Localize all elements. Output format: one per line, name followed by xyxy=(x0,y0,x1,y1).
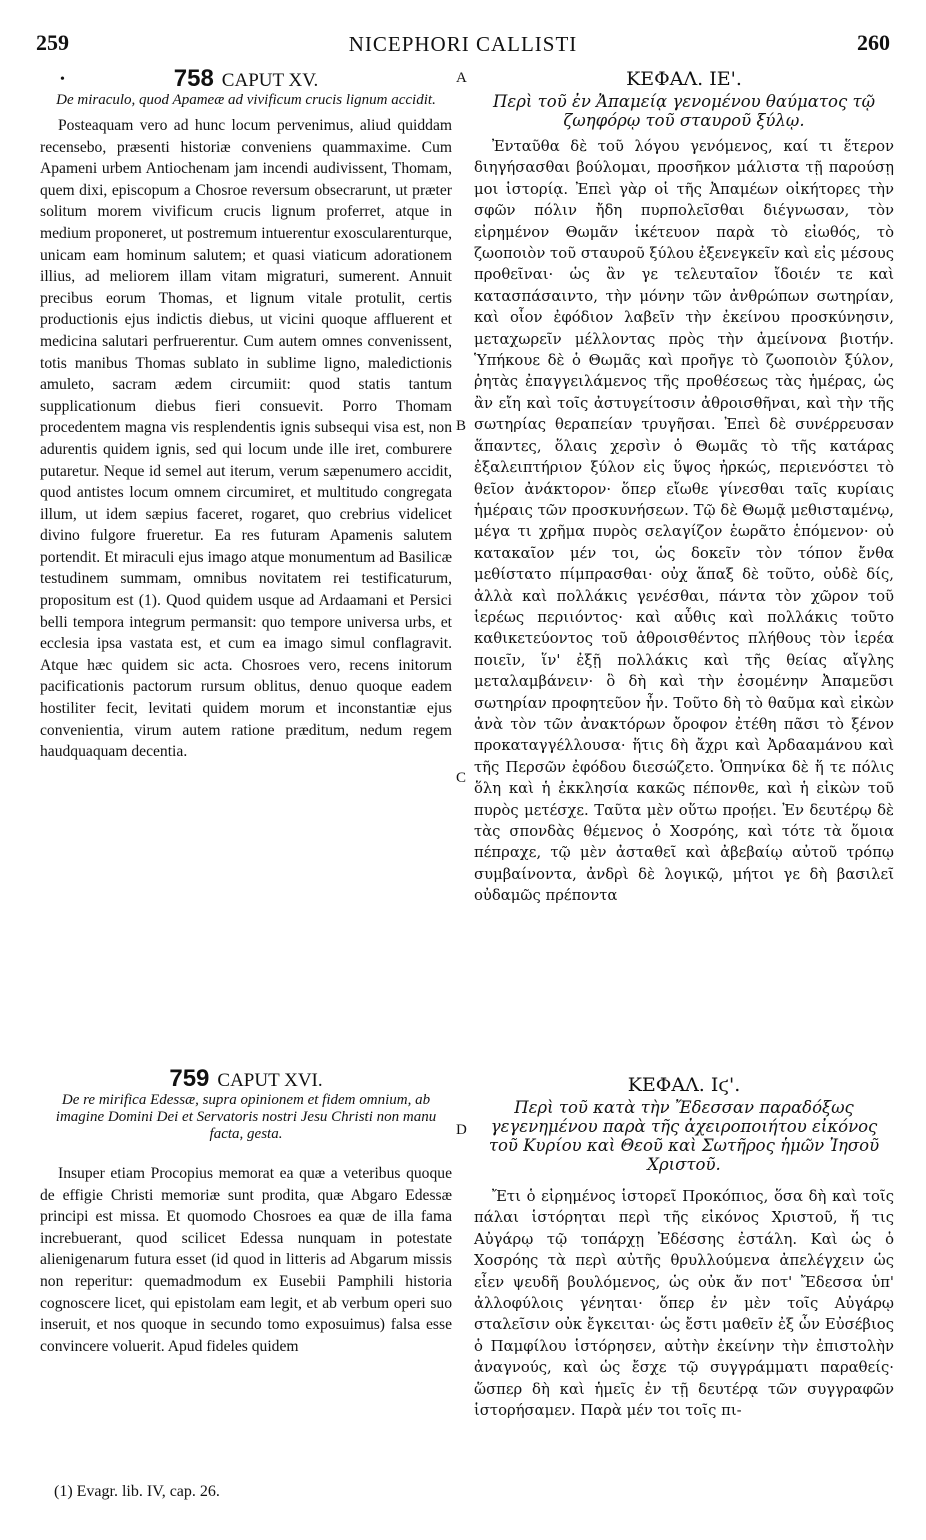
kephalaion-body-text: Ἐνταῦθα δὲ τοῦ λόγου γενόμενος, καί τι ἕτερον διηγήσασθαι βούλομαι, προσῆκον μάλιστα τῇ παρούσῃ μοι ἱστορίᾳ. Ἐπεὶ γὰρ οἱ τῆς Ἀπαμέων οἰκήτορες τὴν σφῶν πόλιν ἤδη πυρπολεῖσθαι διέγνωσαν, τὸν εἰρημένον Θωμᾶν ἱκέτευον παρὰ τὸ εἰωθός, τὸ ζωοποιὸν τοῦ σταυροῦ ξύλου ἐξενεγκεῖν καὶ εἰς μέσους προθεῖναι· ὡς ἂν γε τελευταῖον ἴδοιέν τε καὶ κατασπάσαιντο, τὴν μόνην τῶν ἀνθρώπων σωτηρίαν, καὶ οἷον ἐφόδιον λαβεῖν τὴν ἐκείνου προσκύνησιν, μεταχωρεῖν μέλλοντας πρὸς τὴν ἀμείνονα βιοτήν. Ὑπήκουε δὲ ὁ Θωμᾶς καὶ προῆγε τὸ ζωοποιὸν ξύλον, ῥητὰς ἐπαγγειλάμενος τῆς προθέσεως τὰς ἡμέρας, ὡς ἂν εἴη καὶ τοῖς ἀστυγείτοσιν ἀθροισθῆναι, καὶ τὴν τῆς σωτηρίας θεραπείαν τρυγῆσαι. Ἐπεὶ δὲ συνέρρευσαν ἅπαντες, ὅλαις χερσὶν ὁ Θωμᾶς τὸ τῆς κατάρας ἐξαλειπτήριον ξύλον εἰς ὕψος ἠρκώς, περιενόστει τὸ θεῖον ἀνάκτορον· ὅπερ εἴωθε γίνεσθαι ταῖς κυρίαις ἡμέραις τῶν προσκυνήσεων. Τῷ δὲ Θωμᾷ μεθισταμένῳ, μέγα τι χρῆμα πυρὸς σελαγίζον ἑωρᾶτο ἑπόμενον· οὐ κατακαῖον μέν τοι, ὡς δοκεῖν τὸν τόπον ἔνθα μεθίστατο πίμπρασθαι· οὐχ ἅπαξ δὲ τοῦτο, οὐδὲ δίς, ἀλλὰ καὶ πολλάκις γενέσθαι, πάντα τὸν χῶρον τοῦ ἱερέως περιιόντος· καὶ αὖθις καὶ πολλάκις τοῦτο καθικετεύοντος τοῦ ἀθροισθέντος πλήθους τὸν ἱερέα ποιεῖν, ἵν' ἐξῇ πολλάκις καὶ τῆς θείας αἴγλης μεταλαμβάνειν· ὃ δὴ καὶ τὴν ἐσομένην Ἀπαμεῦσι σωτηρίαν προφητεῦον ἦν. Τοῦτο δὴ τὸ θαῦμα καὶ εἰκὼν ἀνὰ τὸν τῶν ἀνακτόρων ὄροφον ἐτέθη πᾶσι τὸ ξένον προκαταγγέλλουσα· ἥτις δὴ ἄχρι καὶ Ἀρδααμάνου καὶ τῆς Περσῶν ἐφόδου διεσώζετο. Ὁπηνίκα δὲ ἥ τε πόλις ὅλη καὶ ἡ ἐκκλησία κακῶς πέπονθε, καὶ ἡ εἰκὼν τοῦ πυρὸς μετέσχε. Ταῦτα μὲν οὕτω προῄει. Ἐν δευτέρῳ δὲ τὰς σπονδὰς θέμενος ὁ Χοσρόης, καὶ τότε τὰ ὅμοια πέπραχε, τῷ μὲν ἀσταθεῖ καὶ ἀβεβαίῳ αὐτοῦ τρόπῳ συμβαίνοντα, ἀνδρὶ δὲ λογικῷ, μήτοι γε δὴ βασιλεῖ οὐδαμῶς πρέποντα xyxy=(474,138,894,905)
margin-dot: • xyxy=(60,72,65,87)
chapter-body-text: Posteaquam vero ad hunc locum pervenimus, aliud quiddam recensebo, præsenti historiæ conveniens quammaxime. Cum Apameni urbem Antiochenam jam incendi audivissent, Thomam, quem dixi, episcopum a Chosroe reversum obsecrarunt, ut præter solitum morem vivificum crucis lignum proferret, atque in medium proponeret, ut postremum intuerentur exoscularenturque, unicam eam hominum salutem; et quasi viaticum adorationem illius, ad meliorem illam vitam migraturi, sumerent. Annuit precibus eorum Thomas, et lignum vitale protulit, certis productionis ejus indictis diebus, ut vicini quoque affluerent et medicina salutari perfruerentur. Cum autem omnes convenissent, totis manibus Thomas sublato in sublime ligno, maledictionis amuleto, sacram ædem circumiit: quod statis tantum supplicationum diebus fieri consuevit. Porro Thomam procedentem magna vis resplendentis ignis subsequi visa est, non adurentis quidem ignis, sed qui locum unde ille iret, comburere putaretur. Neque id semel aut iterum, verum sæpenumero accidit, quod antistes locum omnem circumiret, et multitudo congregata illum, ut idem sæpius faceret, rogaret, quo crebrius videlicet divino fulgore frueretur. Ea res futuram Apamenis salutem portendit. Et miraculi ejus imago atque monumentum ad Basilicæ testudinem summam, omnibus novitatem rei testificaturum, propositum est (1). Quod quidem usque ad Ardaamani et Persici belli tempora integrum permansit: quo tempore universa urbs, et ecclesia ipsa vastata est, et cum ea imago simul conflagravit. Atque hæc quidem sic acta. Chosroes vero, recens initorum pacificationis pactorum rursum oblitus, denuo quoque eadem hostiliter fecit, levitati quidem morum et inconstantiæ ejus convenientia, virum autem ratione præditum, nedum regem haudquaquam decentia. xyxy=(40,117,452,761)
kephalaion-subtitle: Περὶ τοῦ ἐν Ἀπαμείᾳ γενομένου θαύματος τῷ ζωηφόρῳ τοῦ σταυροῦ ξύλῳ. xyxy=(492,92,876,130)
chapter-body-text: Insuper etiam Procopius memorat ea quæ a veteribus quoque de effigie Christi memoriæ sunt prodita, quæ Abgaro Edessæ principi est missa. Et quomodo Chosroes ea quæ de illa fama increbuerant, quod scilicet Edessa nunquam in potestate alienigenarum futura esset (id quod in litteris ad Abgarum missis non reperitur: quemadmodum ex Eusebii Pamphili historia cognoscere licet, qui epistolam eam legit, et ab verbum operi suo inseruit, et nos quoque in secundo tomo exposuimus) falsa esse convincere voluerit. Apud fideles quidem xyxy=(40,1165,452,1355)
running-title: NICEPHORI CALLISTI xyxy=(348,32,578,56)
running-header xyxy=(36,30,890,64)
column-number: 758 xyxy=(173,65,214,92)
column-number: 759 xyxy=(169,1065,210,1092)
page-number-right: 260 xyxy=(857,30,890,55)
chapter-subtitle: De re mirifica Edessæ, supra opinionem et fidem omnium, ab imagine Domini Dei et Servatoris nostri Jesu Christi non manu facta, gesta. xyxy=(55,1092,437,1142)
kephalaion-body-text: Ἔτι ὁ εἰρημένος ἱστορεῖ Προκόπιος, ὅσα δὴ καὶ τοῖς πάλαι ἱστόρηται περὶ τῆς εἰκόνος Χριστοῦ, ἥ τις Αὐγάρῳ τῷ τοπάρχῃ Ἐδέσσης ἐστάλη. Καὶ ὡς ὁ Χοσρόης τὰ περὶ αὐτῆς θρυλλούμενα ἀπελέγχειν ὡς εἶεν ψευδῆ βουλόμενος, ὡς οὐκ ἄν ποτ' Ἔδεσσα ὑπ' ἀλλοφύλοις γένηται· ὅπερ ἐν μὲν τοῖς Αὐγάρῳ σταλεῖσιν οὐκ ἔγκειται· ὡς ἔστι μαθεῖν ἐξ ὧν Εὐσέβιος ὁ Παμφίλου ἱστόρησεν, αὐτὴν ἐκείνην τὴν ἐπιστολὴν ἀναγνούς, καὶ ὡς ἔσχε τῷ συγγράμματι παραθείς· ὥσπερ δὴ καὶ ἡμεῖς ἐν τῇ δευτέρᾳ τῶν συγγραφῶν ἱστορήσαμεν. Παρὰ μέν τοι τοῖς πι- xyxy=(474,1188,894,1420)
chapter-subtitle: De miraculo, quod Apameæ ad vivificum crucis lignum accidit. xyxy=(56,92,436,108)
chapter-heading xyxy=(40,66,452,92)
left-section-caput-16 xyxy=(40,1066,452,1357)
kephalaion-heading: ΚΕΦΑΛ. Ιϛ'. xyxy=(627,1074,741,1096)
page-number-left: 259 xyxy=(36,30,69,55)
kephalaion-subtitle: Περὶ τοῦ κατὰ τὴν Ἔδεσσαν παραδόξως γεγενημένου παρὰ τῆς ἀχειροποιήτου εἰκόνος τοῦ Κυρίου καὶ Θεοῦ καὶ Σωτῆρος ἡμῶν Ἰησοῦ Χριστοῦ. xyxy=(488,1098,880,1174)
margin-letter-d: D xyxy=(456,1122,467,1138)
right-section-kephalaion-16 xyxy=(474,1072,894,1421)
caput-label: CAPUT XV. xyxy=(221,70,319,91)
chapter-heading xyxy=(40,1066,452,1092)
margin-letter-a: A xyxy=(456,70,467,86)
caput-label: CAPUT XVI. xyxy=(217,1070,323,1091)
footnote: (1) Evagr. lib. IV, cap. 26. xyxy=(54,1483,220,1500)
right-section-kephalaion-15 xyxy=(474,66,894,907)
margin-letter-c: C xyxy=(456,770,467,786)
left-section-caput-15 xyxy=(40,66,452,763)
kephalaion-heading: ΚΕΦΑΛ. ΙΕ'. xyxy=(626,68,742,90)
margin-letter-b: B xyxy=(456,418,467,434)
